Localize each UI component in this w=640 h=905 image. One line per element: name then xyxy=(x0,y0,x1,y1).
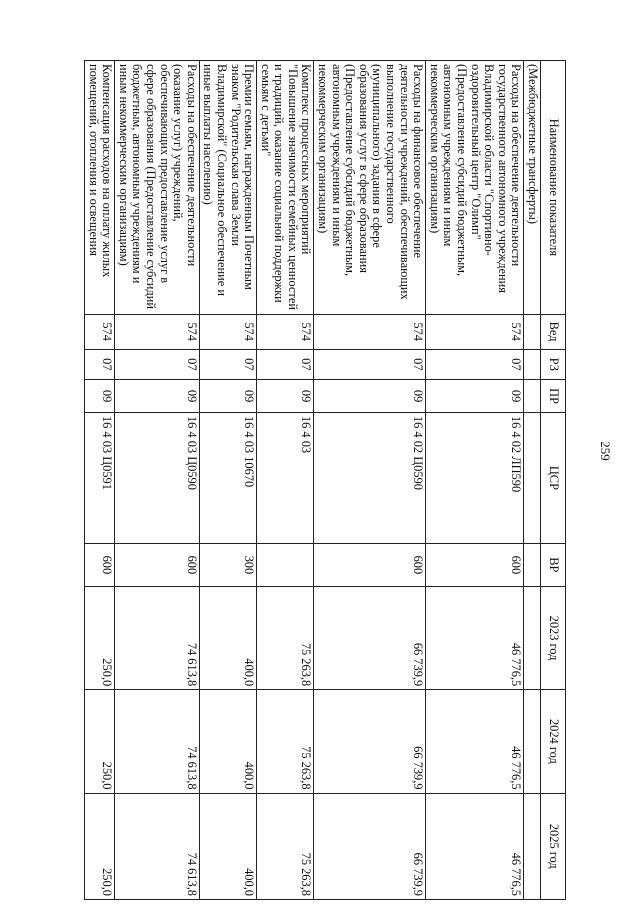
budget-table xyxy=(84,60,566,900)
row-vr: 600 xyxy=(115,543,200,586)
header-2024: 2024 год xyxy=(541,690,566,793)
row-2023: 75 263,8 xyxy=(257,586,314,689)
row-2025: 66 739,9 xyxy=(314,793,426,899)
row-pr: 09 xyxy=(426,380,524,413)
row-name: Расходы на обеспечение деятельности (оказание услуг) учреждений, обеспечивающих предоставление услуг в сфере образования (Предоставление субсидий бюджетным, автономным учреждениям и иным некоммерческим организациям) xyxy=(115,61,200,315)
row-2025: 74 613,8 xyxy=(115,793,200,899)
row-ved: 574 xyxy=(85,314,115,349)
row-2024: 74 613,8 xyxy=(115,690,200,793)
header-name: Наименование показателя xyxy=(541,61,566,315)
row-2023: 46 776,5 xyxy=(426,586,524,689)
row-2025: 400,0 xyxy=(199,793,256,899)
row-vr: 600 xyxy=(426,543,524,586)
row-2023: 400,0 xyxy=(199,586,256,689)
header-csr: ЦСР xyxy=(541,412,566,543)
row-pr: 09 xyxy=(257,380,314,413)
row-name: Премии семьям, награжденным Почетным знаком "Родительская слава Земли Владимирской" (Социальное обеспечение и иные выплаты населению) xyxy=(199,61,256,315)
row-csr: 16 4 03 Ц0591 xyxy=(85,412,115,543)
header-2025: 2025 год xyxy=(541,793,566,899)
row-ved: 574 xyxy=(426,314,524,349)
row-2025: 46 776,5 xyxy=(426,793,524,899)
rotated-budget-table xyxy=(16,60,566,900)
row-2024: 66 739,9 xyxy=(314,690,426,793)
row-rz: 07 xyxy=(314,349,426,380)
row-2025: 75 263,8 xyxy=(257,793,314,899)
row-rz: 07 xyxy=(115,349,200,380)
row-rz xyxy=(524,349,541,380)
row-2024: 75 263,8 xyxy=(257,690,314,793)
row-ved: 574 xyxy=(257,314,314,349)
table-header-row xyxy=(541,61,566,900)
row-vr: 600 xyxy=(85,543,115,586)
row-2024 xyxy=(524,690,541,793)
row-2024: 46 776,5 xyxy=(426,690,524,793)
row-csr: 16 4 03 Ц0590 xyxy=(115,412,200,543)
row-vr: 300 xyxy=(199,543,256,586)
row-2023: 74 613,8 xyxy=(115,586,200,689)
row-pr: 09 xyxy=(85,380,115,413)
row-vr xyxy=(257,543,314,586)
header-pr: ПР xyxy=(541,380,566,413)
row-2025 xyxy=(524,793,541,899)
row-csr: 16 4 03 xyxy=(257,412,314,543)
row-name: Расходы на финансовое обеспечение деятельности учреждений, обеспечивающих выполнение государственного (муниципального) задания в сфере образования услуг в сфере образования (Предоставление субсидий бюджетным, автономным учреждениям и иным некоммерческим организациям) xyxy=(314,61,426,315)
row-rz: 07 xyxy=(426,349,524,380)
table-row xyxy=(314,61,426,900)
row-rz: 07 xyxy=(85,349,115,380)
row-vr xyxy=(524,543,541,586)
row-ved xyxy=(524,314,541,349)
row-ved: 574 xyxy=(314,314,426,349)
header-2023: 2023 год xyxy=(541,586,566,689)
header-rz: РЗ xyxy=(541,349,566,380)
row-pr: 09 xyxy=(199,380,256,413)
row-name: Компенсация расходов на оплату жилых помещений, отопления и освещения xyxy=(85,61,115,315)
row-csr xyxy=(524,412,541,543)
header-ved: Вед xyxy=(541,314,566,349)
row-2023 xyxy=(524,586,541,689)
row-pr: 09 xyxy=(115,380,200,413)
row-csr: 16 4 03 10670 xyxy=(199,412,256,543)
header-vr: ВР xyxy=(541,543,566,586)
row-2025: 250,0 xyxy=(85,793,115,899)
row-name: Комплекс процессных мероприятий "Повышение значимости семейных ценностей и традиций, оказание социальной поддержки семьям с детьми" xyxy=(257,61,314,315)
row-name: Расходы на обеспечение деятельности государственного автономного учреждения Владимирской области "Спортивно-оздоровительный центр "Олимп" (Предоставление субсидий бюджетным, автономным учреждениям и иным некоммерческим организациям) xyxy=(426,61,524,315)
row-ved: 574 xyxy=(199,314,256,349)
table-row xyxy=(257,61,314,900)
row-name: (Межбюджетные трансферты) xyxy=(524,61,541,315)
row-rz: 07 xyxy=(199,349,256,380)
table-row xyxy=(199,61,256,900)
page-number: 259 xyxy=(598,441,613,461)
row-pr xyxy=(524,380,541,413)
row-csr: 16 4 02 Ц0590 xyxy=(314,412,426,543)
table-row xyxy=(426,61,524,900)
table-row xyxy=(85,61,115,900)
table-row xyxy=(524,61,541,900)
row-2023: 250,0 xyxy=(85,586,115,689)
row-2024: 250,0 xyxy=(85,690,115,793)
table-row xyxy=(115,61,200,900)
row-vr: 600 xyxy=(314,543,426,586)
row-csr: 16 4 02 ЛП590 xyxy=(426,412,524,543)
row-pr: 09 xyxy=(314,380,426,413)
row-ved: 574 xyxy=(115,314,200,349)
row-rz: 07 xyxy=(257,349,314,380)
row-2023: 66 739,9 xyxy=(314,586,426,689)
row-2024: 400,0 xyxy=(199,690,256,793)
